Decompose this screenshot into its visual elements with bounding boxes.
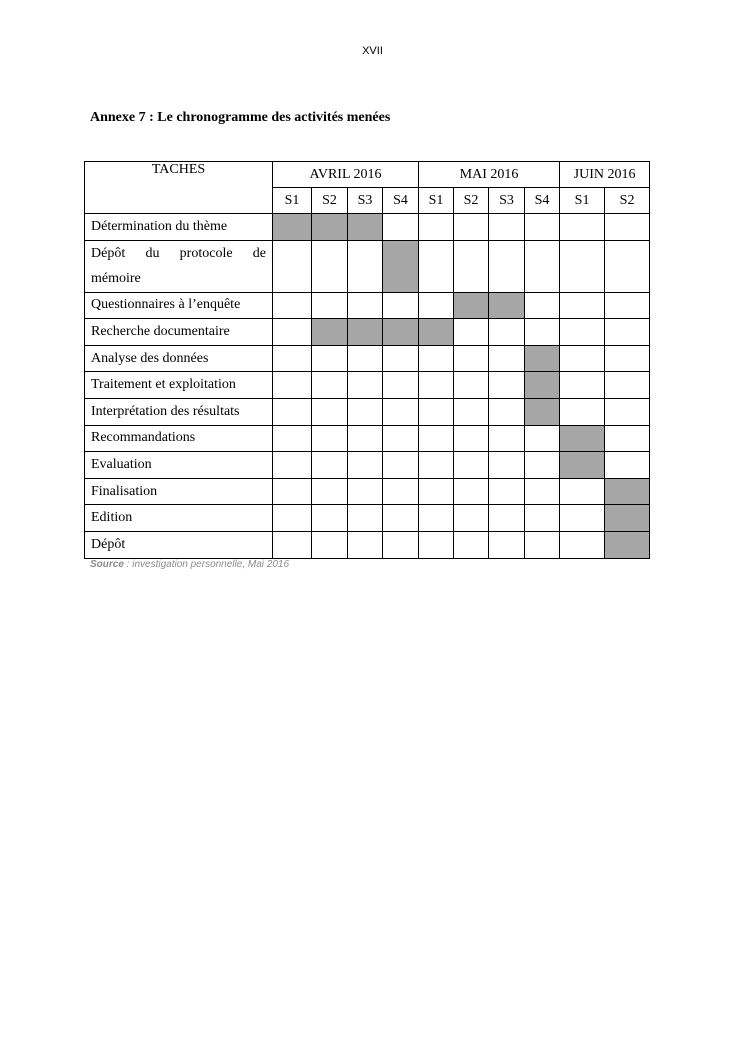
week-cell (525, 531, 560, 558)
table-row (85, 240, 650, 292)
week-cell (348, 478, 383, 505)
week-header: S1 (560, 188, 605, 214)
annex-title: Annexe 7 : Le chronogramme des activités menées (90, 110, 391, 125)
week-cell (489, 398, 525, 425)
week-cell (525, 452, 560, 479)
scheduled-week-cell (560, 425, 605, 452)
table-row (85, 292, 650, 319)
week-cell (525, 319, 560, 346)
week-cell (312, 372, 348, 399)
source-label: Source (90, 559, 124, 570)
week-cell (383, 478, 419, 505)
week-header: S2 (454, 188, 489, 214)
scheduled-week-cell (525, 345, 560, 372)
month-header-avril: AVRIL 2016 (273, 162, 419, 188)
table-row (85, 531, 650, 558)
scheduled-week-cell (312, 214, 348, 241)
table-row (85, 452, 650, 479)
week-header: S2 (312, 188, 348, 214)
week-cell (560, 531, 605, 558)
week-cell (273, 345, 312, 372)
week-cell (454, 505, 489, 532)
week-cell (419, 345, 454, 372)
week-cell (419, 398, 454, 425)
week-cell (273, 505, 312, 532)
week-cell (605, 292, 650, 319)
week-cell (454, 398, 489, 425)
week-cell (383, 372, 419, 399)
month-header-mai: MAI 2016 (419, 162, 560, 188)
task-label: Edition (85, 505, 273, 532)
tasks-header: TACHES (85, 162, 273, 214)
week-cell (312, 398, 348, 425)
week-cell (489, 372, 525, 399)
scheduled-week-cell (419, 319, 454, 346)
week-cell (560, 345, 605, 372)
week-header: S2 (605, 188, 650, 214)
task-label: Détermination du thème (85, 214, 273, 241)
task-label: Interprétation des résultats (85, 398, 273, 425)
week-cell (312, 505, 348, 532)
table-row (85, 214, 650, 241)
table-row (85, 398, 650, 425)
scheduled-week-cell (525, 372, 560, 399)
week-cell (348, 425, 383, 452)
scheduled-week-cell (312, 319, 348, 346)
source-note (90, 559, 289, 570)
week-cell (419, 240, 454, 292)
week-cell (489, 214, 525, 241)
week-cell (454, 214, 489, 241)
week-cell (454, 345, 489, 372)
scheduled-week-cell (489, 292, 525, 319)
week-cell (419, 292, 454, 319)
week-cell (348, 292, 383, 319)
week-cell (348, 398, 383, 425)
week-cell (312, 531, 348, 558)
week-cell (312, 452, 348, 479)
week-cell (419, 452, 454, 479)
task-label: Finalisation (85, 478, 273, 505)
week-cell (489, 345, 525, 372)
chronogram-table (84, 161, 650, 559)
week-cell (605, 240, 650, 292)
week-cell (273, 240, 312, 292)
week-cell (560, 478, 605, 505)
week-cell (419, 425, 454, 452)
week-cell (605, 319, 650, 346)
table-row (85, 478, 650, 505)
table-row (85, 319, 650, 346)
week-cell (348, 531, 383, 558)
week-cell (489, 319, 525, 346)
week-cell (348, 452, 383, 479)
scheduled-week-cell (348, 214, 383, 241)
week-cell (454, 531, 489, 558)
scheduled-week-cell (605, 478, 650, 505)
week-cell (273, 372, 312, 399)
week-cell (525, 478, 560, 505)
week-cell (273, 425, 312, 452)
week-cell (348, 505, 383, 532)
task-label: Dépôt du protocole de mémoire (85, 240, 273, 292)
week-cell (489, 425, 525, 452)
week-cell (312, 478, 348, 505)
scheduled-week-cell (273, 214, 312, 241)
week-cell (605, 345, 650, 372)
month-header-row (85, 162, 650, 188)
scheduled-week-cell (383, 240, 419, 292)
week-cell (273, 398, 312, 425)
week-cell (525, 425, 560, 452)
week-cell (454, 240, 489, 292)
week-cell (489, 452, 525, 479)
week-cell (383, 345, 419, 372)
week-cell (312, 292, 348, 319)
month-header-juin: JUIN 2016 (560, 162, 650, 188)
week-cell (454, 478, 489, 505)
table-row (85, 425, 650, 452)
week-cell (560, 292, 605, 319)
week-header: S3 (348, 188, 383, 214)
week-cell (348, 240, 383, 292)
week-cell (273, 452, 312, 479)
week-cell (560, 398, 605, 425)
scheduled-week-cell (383, 319, 419, 346)
week-cell (383, 292, 419, 319)
scheduled-week-cell (454, 292, 489, 319)
task-label: Recommandations (85, 425, 273, 452)
week-cell (605, 372, 650, 399)
week-cell (525, 292, 560, 319)
week-cell (454, 372, 489, 399)
week-cell (383, 531, 419, 558)
task-label: Dépôt (85, 531, 273, 558)
week-cell (454, 452, 489, 479)
week-cell (348, 345, 383, 372)
week-cell (525, 240, 560, 292)
week-cell (312, 240, 348, 292)
week-cell (419, 214, 454, 241)
task-label: Questionnaires à l’enquête (85, 292, 273, 319)
week-cell (312, 425, 348, 452)
page-number: XVII (362, 45, 383, 57)
source-text: : investigation personnelle, Mai 2016 (123, 559, 290, 570)
scheduled-week-cell (525, 398, 560, 425)
week-cell (489, 505, 525, 532)
task-label: Analyse des données (85, 345, 273, 372)
week-cell (273, 319, 312, 346)
week-cell (383, 505, 419, 532)
week-cell (419, 531, 454, 558)
week-cell (605, 425, 650, 452)
week-header: S4 (383, 188, 419, 214)
week-cell (489, 478, 525, 505)
week-header: S1 (419, 188, 454, 214)
week-cell (525, 505, 560, 532)
week-cell (525, 214, 560, 241)
scheduled-week-cell (560, 452, 605, 479)
week-cell (383, 425, 419, 452)
week-cell (454, 319, 489, 346)
scheduled-week-cell (605, 531, 650, 558)
week-cell (560, 319, 605, 346)
week-cell (560, 214, 605, 241)
task-rows (85, 214, 650, 559)
task-label: Evaluation (85, 452, 273, 479)
week-cell (383, 452, 419, 479)
week-header: S3 (489, 188, 525, 214)
week-cell (560, 240, 605, 292)
week-cell (560, 505, 605, 532)
week-cell (383, 214, 419, 241)
week-cell (273, 478, 312, 505)
table-row (85, 505, 650, 532)
week-cell (419, 372, 454, 399)
week-cell (605, 452, 650, 479)
week-cell (419, 478, 454, 505)
week-cell (419, 505, 454, 532)
scheduled-week-cell (605, 505, 650, 532)
scheduled-week-cell (348, 319, 383, 346)
week-cell (348, 372, 383, 399)
week-cell (273, 531, 312, 558)
week-cell (454, 425, 489, 452)
week-cell (489, 240, 525, 292)
week-cell (312, 345, 348, 372)
task-label: Traitement et exploitation (85, 372, 273, 399)
week-header: S1 (273, 188, 312, 214)
week-cell (489, 531, 525, 558)
table-row (85, 345, 650, 372)
week-cell (605, 214, 650, 241)
week-cell (605, 398, 650, 425)
task-label: Recherche documentaire (85, 319, 273, 346)
week-cell (560, 372, 605, 399)
table-row (85, 372, 650, 399)
week-header: S4 (525, 188, 560, 214)
week-cell (383, 398, 419, 425)
week-cell (273, 292, 312, 319)
